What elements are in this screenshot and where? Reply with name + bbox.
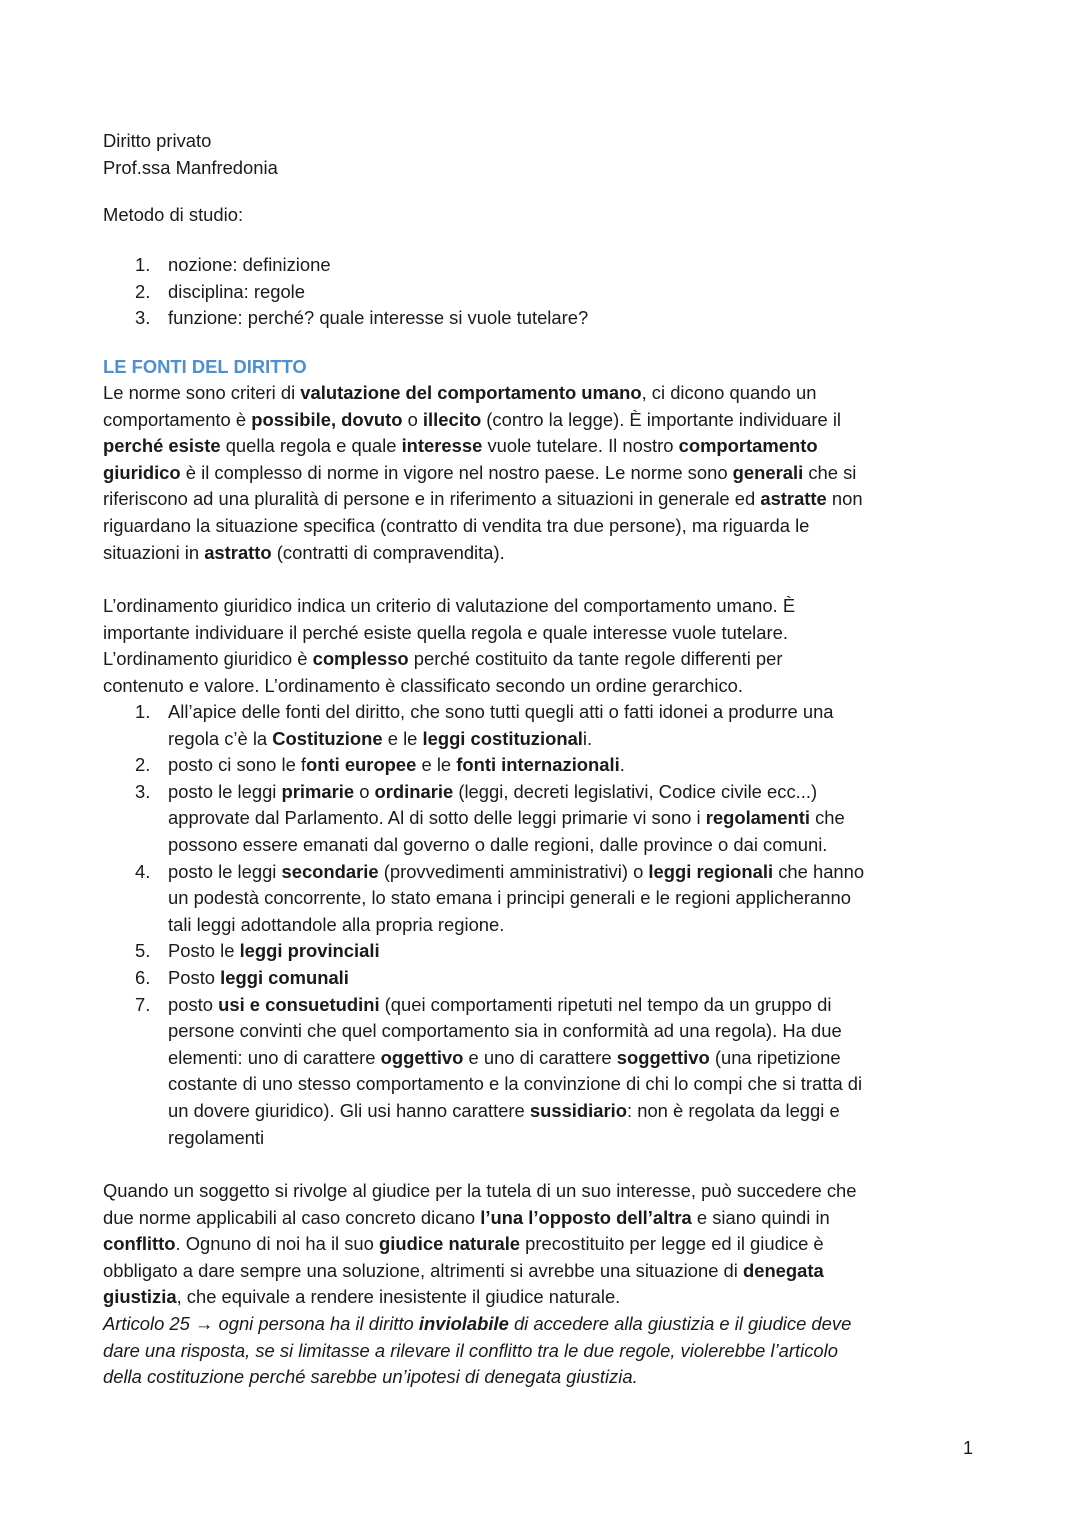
text-run: (contratti di compravendita). (271, 541, 505, 563)
text-run: nozione: definizione (168, 254, 331, 275)
list-number: 7. (135, 993, 151, 1015)
bold-text: usi e consuetudini (218, 993, 380, 1015)
bold-text: l’una l’opposto dell’altra (480, 1206, 692, 1228)
text-line (103, 433, 1003, 460)
text-run: L’ordinamento giuridico è (103, 648, 313, 670)
bold-text: possibile, dovuto (251, 408, 403, 430)
list-number: 2. (135, 280, 151, 302)
bold-text: perché esiste (103, 435, 221, 457)
list-item (103, 752, 1003, 779)
text-run: vuole tutelare. Il nostro (482, 435, 679, 457)
text-line (168, 779, 1003, 806)
paragraph-norms (103, 380, 1003, 566)
text-line (168, 938, 1003, 965)
text-run: Quando un soggetto si rivolge al giudice per la tutela di un suo interesse, può succedere che (103, 1180, 857, 1201)
bold-text: leggi comunali (220, 966, 349, 988)
italic-text: della costituzione perché sarebbe un’ipotesi di denegata giustizia. (103, 1366, 638, 1388)
list-number: 3. (135, 780, 151, 802)
text-run: Posto (168, 966, 221, 988)
text-run: e siano quindi in (691, 1206, 830, 1228)
text-line (103, 460, 1003, 487)
list-number: 6. (135, 966, 151, 988)
text-run: due norme applicabili al caso concreto dicano (103, 1206, 481, 1228)
list-number: 1. (135, 254, 151, 275)
text-run: Posto le (168, 940, 240, 962)
bold-text: ordinarie (374, 780, 454, 802)
document-header (103, 128, 1003, 181)
text-run: disciplina: regole (168, 280, 305, 302)
bold-text: interesse (401, 435, 483, 457)
text-run: (quei comportamenti ripetuti nel tempo da un gruppo di (379, 993, 832, 1015)
text-line (168, 305, 1003, 332)
study-method (103, 202, 1003, 229)
text-line (103, 1205, 1003, 1232)
text-run: , che equivale a rendere inesistente il giudice naturale. (176, 1286, 621, 1308)
list-item (103, 279, 1003, 306)
italic-text: ogni persona ha il diritto (213, 1312, 419, 1334)
text-run: All’apice delle fonti del diritto, che sono tutti quegli atti o fatti idonei a produrre una (168, 701, 834, 722)
hierarchy-list (103, 699, 1003, 1151)
text-run: persone convinti che quel comportamento sia in conformità ad una regola). Ha due (168, 1020, 842, 1042)
bold-text: astratto (204, 541, 272, 563)
text-run: costante di uno stesso comportamento e la convinzione di chi lo compi che si tratta di (168, 1073, 863, 1095)
bold-text: astratte (760, 488, 827, 510)
text-line (103, 540, 1003, 567)
bold-text: onti europee (306, 754, 417, 776)
bold-text: leggi regionali (648, 860, 774, 882)
text-run: situazioni in (103, 541, 205, 563)
text-run: importante individuare il perché esiste quella regola e quale interesse vuole tutelare. (103, 621, 788, 643)
text-line (168, 1125, 1003, 1152)
text-run: regolamenti (168, 1126, 265, 1148)
list-number: 3. (135, 307, 151, 329)
italic-text: dare una risposta, se si limitasse a rilevare il conflitto tra le due regole, violerebbe l’articolo (103, 1339, 838, 1361)
text-run: contenuto e valore. L’ordinamento è classificato secondo un ordine gerarchico. (103, 674, 743, 696)
bold-text: inviolabile (418, 1312, 509, 1334)
text-run: regola c’è la (168, 727, 273, 749)
text-run: tali leggi adottandole alla propria regione. (168, 913, 505, 935)
text-run: (contro la legge). È importante individuare il (481, 408, 842, 430)
bold-text: secondarie (281, 860, 379, 882)
text-run: posto le leggi (168, 860, 282, 882)
text-line (103, 1231, 1003, 1258)
text-run: che hanno (773, 860, 865, 882)
bold-text: Costituzione (272, 727, 383, 749)
text-run: funzione: perché? quale interesse si vuole tutelare? (168, 307, 589, 329)
list-item (103, 938, 1003, 965)
section-heading: LE FONTI DEL DIRITTO (103, 356, 307, 377)
text-run: posto (168, 993, 219, 1015)
bold-text: giustizia (103, 1286, 177, 1308)
text-line (168, 859, 1003, 886)
text-line (168, 726, 1003, 753)
bold-text: regolamenti (705, 807, 810, 829)
list-item (103, 992, 1003, 1152)
text-line (103, 1284, 1003, 1311)
text-run: non (826, 488, 863, 510)
bold-text: leggi provinciali (239, 940, 380, 962)
text-run: o (402, 408, 423, 430)
text-run: e le (416, 754, 457, 776)
text-line (168, 885, 1003, 912)
bold-text: primarie (281, 780, 355, 802)
bold-text: giuridico (103, 461, 181, 483)
text-run: (provvedimenti amministrativi) o (378, 860, 649, 882)
text-line (103, 380, 1003, 407)
text-run: . (619, 754, 625, 776)
professor-name: Prof.ssa Manfredonia (103, 156, 278, 178)
text-line (168, 1071, 1003, 1098)
text-run: perché costituito da tante regole differenti per (408, 648, 783, 670)
text-run: (una ripetizione (709, 1046, 841, 1068)
text-line (103, 1364, 1003, 1391)
bold-text: giudice naturale (379, 1233, 521, 1255)
text-run: L’ordinamento giuridico indica un criterio di valutazione del comportamento umano. È (103, 595, 796, 616)
text-line (168, 1018, 1003, 1045)
text-line (103, 486, 1003, 513)
italic-text: Articolo 25 (103, 1312, 195, 1334)
text-line (103, 620, 1003, 647)
text-line (168, 805, 1003, 832)
text-run: posto le leggi (168, 780, 282, 802)
bold-text: leggi costituzional (422, 727, 583, 749)
text-run: un dovere giuridico). Gli usi hanno carattere (168, 1099, 530, 1121)
text-line (168, 252, 1003, 279)
bold-text: fonti internazionali (456, 754, 620, 776)
text-run: . Ognuno di noi ha il suo (175, 1233, 379, 1255)
list-item (103, 305, 1003, 332)
text-run: : non è regolata da leggi e (627, 1099, 840, 1121)
text-run: riferiscono ad una pluralità di persone e in riferimento a situazioni in generale ed (103, 488, 761, 510)
text-run: riguardano la situazione specifica (contratto di vendita tra due persone), ma riguarda le (103, 514, 810, 536)
bold-text: illecito (422, 408, 482, 430)
text-run: elementi: uno di carattere (168, 1046, 381, 1068)
text-line (103, 1338, 1003, 1365)
text-line (103, 407, 1003, 434)
text-line (103, 593, 1003, 620)
italic-text: di accedere alla giustizia e il giudice deve (508, 1312, 852, 1334)
text-line (103, 1311, 1003, 1338)
text-run: , ci dicono quando un (641, 382, 817, 403)
list-item (103, 779, 1003, 859)
bold-text: valutazione del comportamento umano (300, 382, 642, 403)
text-line (168, 912, 1003, 939)
text-line (168, 752, 1003, 779)
bold-text: generali (732, 461, 804, 483)
list-number: 2. (135, 754, 151, 776)
page-number: 1 (963, 1438, 974, 1458)
text-run: che si (803, 461, 857, 483)
course-title: Diritto privato (103, 130, 212, 151)
text-line (103, 646, 1003, 673)
paragraph-ordinamento (103, 593, 1003, 699)
text-run: possono essere emanati dal governo o dalle regioni, dalle province o dai comuni. (168, 833, 828, 855)
bold-text: complesso (312, 648, 409, 670)
text-line (168, 1045, 1003, 1072)
list-item (103, 965, 1003, 992)
bold-text: soggettivo (616, 1046, 710, 1068)
text-run: un podestà concorrente, lo stato emana i principi generali e le regioni applicheranno (168, 887, 851, 909)
text-line (168, 832, 1003, 859)
text-run: e le (382, 727, 423, 749)
text-run: precostituito per legge ed il giudice è (520, 1233, 824, 1255)
text-line (168, 279, 1003, 306)
text-run: è il complesso di norme in vigore nel nostro paese. Le norme sono (180, 461, 733, 483)
text-line (168, 699, 1003, 726)
study-method-title: Metodo di studio: (103, 204, 244, 225)
list-item (103, 859, 1003, 939)
text-run: i. (582, 727, 593, 749)
text-run: (leggi, decreti legislativi, Codice civile ecc...) (453, 780, 818, 802)
text-run: posto ci sono le f (168, 754, 307, 776)
text-run: che (809, 807, 845, 829)
text-line (168, 1098, 1003, 1125)
bold-text: comportamento (678, 435, 818, 457)
text-line (103, 673, 1003, 700)
text-line (103, 1178, 1003, 1205)
text-run: e uno di carattere (463, 1046, 617, 1068)
text-run: approvate dal Parlamento. Al di sotto delle leggi primarie vi sono i (168, 807, 706, 829)
text-run: obbligato a dare sempre una soluzione, altrimenti si avrebbe una situazione di (103, 1259, 743, 1281)
paragraph-conflict (103, 1178, 1003, 1391)
bold-text: oggettivo (380, 1046, 464, 1068)
text-line (168, 965, 1003, 992)
study-method-list (103, 252, 1003, 332)
list-item (103, 252, 1003, 279)
text-run: o (354, 780, 375, 802)
text-line (103, 513, 1003, 540)
text-line (103, 1258, 1003, 1285)
list-number: 1. (135, 701, 151, 722)
list-number: 5. (135, 940, 151, 962)
section-heading-block (103, 354, 1003, 381)
text-run: Le norme sono criteri di (103, 382, 301, 403)
text-run: comportamento è (103, 408, 252, 430)
bold-text: conflitto (103, 1233, 176, 1255)
list-number: 4. (135, 860, 151, 882)
bold-text: denegata (742, 1259, 824, 1281)
text-run: quella regola e quale (220, 435, 402, 457)
italic-text: → (195, 1312, 214, 1334)
bold-text: sussidiario (529, 1099, 627, 1121)
list-item (103, 699, 1003, 752)
text-line (168, 992, 1003, 1019)
